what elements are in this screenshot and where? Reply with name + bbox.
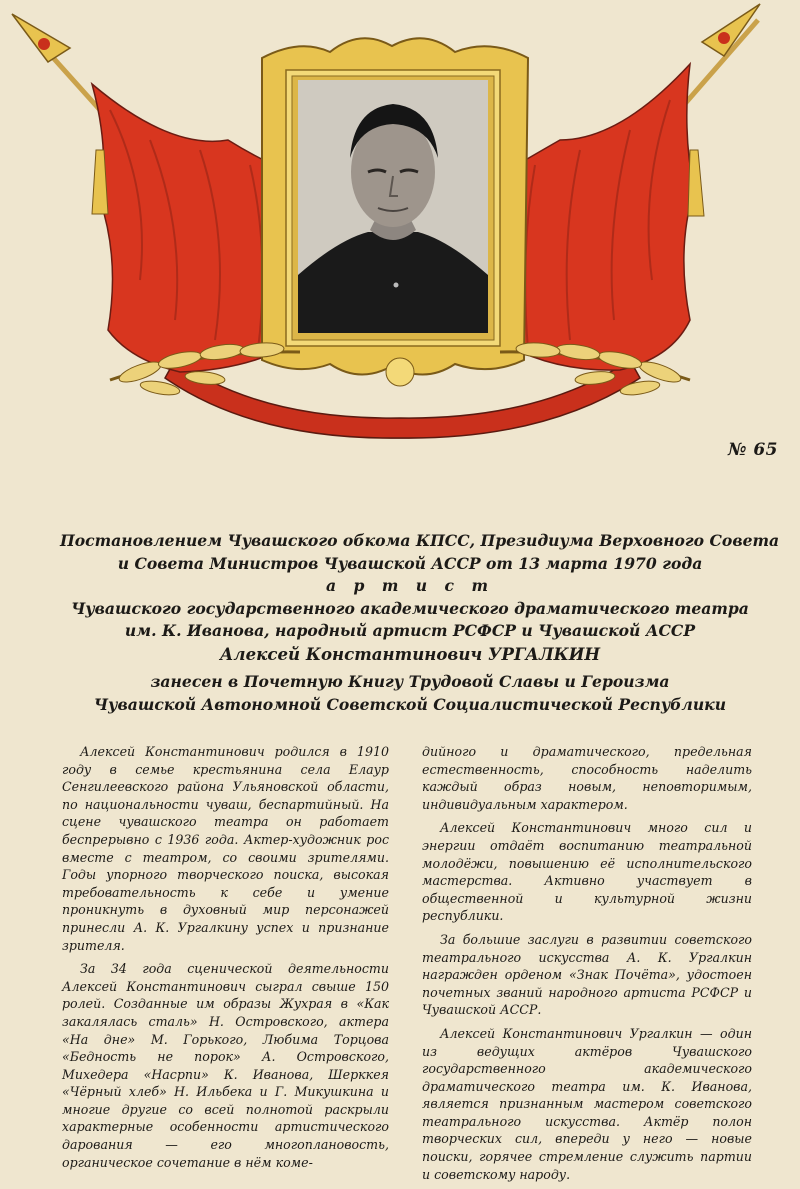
decree-title-word: а р т и с т — [326, 576, 494, 595]
paragraph: дийного и драматического, предельная естественность, способность наделить каждый образ новым, неповторимым, индивидуальным характером. — [422, 744, 752, 812]
decree-line: им. К. Иванова, народный артист РСФСР и Чувашской АССР — [124, 621, 696, 640]
paragraph: Алексей Константинович родился в 1910 году в семье крестьянина села Елаур Сенгилеевского района Ульяновской области, по национальности чуваш, беспартийный. На сцене чувашского театра он работает беспрерывно с 1936 года. Актер-художник рос вместе с театром, со своими зрителями. Годы упорного творческого поиска, высокая требовательность к себе и умение проникнуть в духовный мир персонажей принесли А. К. Ургалкину успех и признание зрителя. — [62, 744, 389, 953]
decree-text — [60, 530, 780, 716]
biography-left-column — [62, 743, 389, 1177]
decree-line: и Совета Министров Чувашской АССР от 13 марта 1970 года — [117, 553, 703, 573]
biography-right-column — [422, 743, 752, 1189]
certificate-number: № 65 — [727, 440, 778, 460]
paragraph: За 34 года сценической деятельности Алексей Константинович сыграл свыше 150 ролей. Созданные им образы Жухрая в «Как закалялась сталь» Н. Островского, актера «На дне» М. Горького, Любима Торцова «Бедность не порок» А. Островского, Михедера «Насрпи» К. Иванова, Шерккея «Чёрный хлеб» Н. Ильбека и Г. Микушкина и многие другие со всей полнотой раскрыли характерные особенности артистического дарования — его многоплановость, органическое сочетание в нём коме- — [62, 961, 389, 1170]
portrait-photo — [298, 80, 488, 333]
person-name: Алексей Константинович УРГАЛКИН — [219, 643, 601, 664]
left-spearhead-icon — [12, 14, 70, 62]
paragraph: Алексей Константинович Ургалкин — один из ведущих актёров Чувашского государственного академического драматического театра им. К. Иванова, является признанным мастером советского театрального искусства. Актёр полон творческих сил, впереди у него — новые поиски, горячее стремление служить партии и советскому народу. — [422, 1025, 752, 1182]
decree-line: Постановлением Чувашского обкома КПСС, Президиума Верховного Совета — [60, 531, 780, 550]
paragraph: Алексей Константинович много сил и энергии отдаёт воспитанию театральной молодёжи, повышению её исполнительского мастерства. Активно участвует в общественной и культурной жизни республики. — [422, 820, 752, 924]
paragraph: За большие заслуги в развитии советского театрального искусства А. К. Ургалкин награжден орденом «Знак Почёта», удостоен почетных званий народного артиста РСФСР и Чувашской АССР. — [422, 931, 752, 1018]
decree-line: Чувашского государственного академического драматического театра — [71, 598, 749, 618]
decree-line: Чувашской Автономной Советской Социалистической Республики — [93, 694, 727, 714]
decree-line: занесен в Почетную Книгу Трудовой Славы и Героизма — [150, 672, 670, 691]
